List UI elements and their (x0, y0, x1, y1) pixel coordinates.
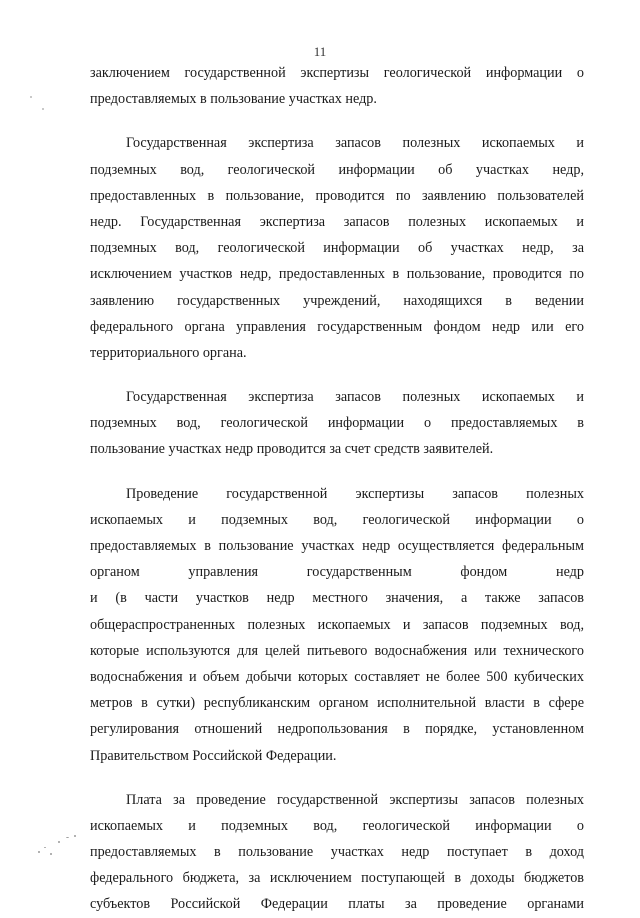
text-line: федерального бюджета, за исключением поступающей в доходы бюджетов (90, 870, 584, 887)
text-line: субъектов Российской Федерации платы за проведение органами (90, 896, 584, 913)
text-line: водоснабжения и объем добычи которых составляет не более 500 кубических (90, 668, 584, 685)
text-line: общераспространенных полезных ископаемых и запасов подземных вод, (90, 616, 584, 633)
text-line: предоставляемых в пользование участках недр поступает в доход (90, 844, 584, 861)
text-line: органом управления государственным фондом недр (90, 564, 584, 581)
text-line: предоставляемых в пользование участках недр осуществляется федеральным (90, 538, 584, 554)
scan-speck (58, 841, 60, 843)
text-line: территориального органа. (90, 344, 247, 361)
scan-speck (44, 847, 46, 848)
text-line: подземных вод, геологической информации об участках недр, (90, 161, 584, 178)
text-line: пользование участках недр проводится за счет средств заявителей. (90, 441, 494, 458)
document-body (90, 60, 584, 918)
text-line: ископаемых и подземных вод, геологической информации о (90, 511, 584, 528)
scan-specks (36, 833, 96, 863)
scan-speck (50, 853, 52, 855)
margin-speck (42, 108, 44, 110)
text-line: заявлению государственных учреждений, находящихся в ведении (90, 292, 584, 309)
text-line: ископаемых и подземных вод, геологической информации о (90, 817, 584, 834)
text-line: федерального органа управления государственным фондом недр или его (90, 318, 584, 335)
text-line: заключением государственной экспертизы геологической информации о (90, 65, 584, 81)
page-number: 11 (313, 44, 327, 59)
scan-speck (66, 837, 69, 838)
text-line: Плата за проведение государственной экспертизы запасов полезных (126, 791, 584, 808)
text-line: метров в сутки) республиканским органом исполнительной власти в сфере (90, 695, 584, 712)
text-line: Проведение государственной экспертизы запасов полезных (126, 485, 584, 502)
text-line: регулирования отношений недропользования в порядке, установленном (90, 721, 584, 738)
text-line: и (в части участков недр местного значения, а также запасов (90, 590, 584, 607)
text-line: которые используются для целей питьевого водоснабжения или технического (90, 642, 584, 659)
text-line: Государственная экспертиза запасов полезных ископаемых и (126, 135, 584, 152)
text-line: предоставленных в пользование, проводится по заявлению пользователей (90, 187, 584, 204)
text-line: подземных вод, геологической информации о предоставляемых в (90, 415, 584, 432)
margin-speck (30, 96, 32, 98)
text-line: Правительством Российской Федерации. (90, 747, 337, 764)
text-line: исключением участков недр, предоставленных в пользование, проводится по (90, 266, 584, 283)
scan-speck (74, 835, 76, 837)
text-line: недр. Государственная экспертиза запасов полезных ископаемых и (90, 213, 584, 230)
text-line: предоставляемых в пользование участках недр. (90, 91, 377, 108)
scan-speck (38, 851, 40, 853)
text-line: подземных вод, геологической информации об участках недр, за (90, 240, 584, 257)
text-line: Государственная экспертиза запасов полезных ископаемых и (126, 389, 584, 406)
